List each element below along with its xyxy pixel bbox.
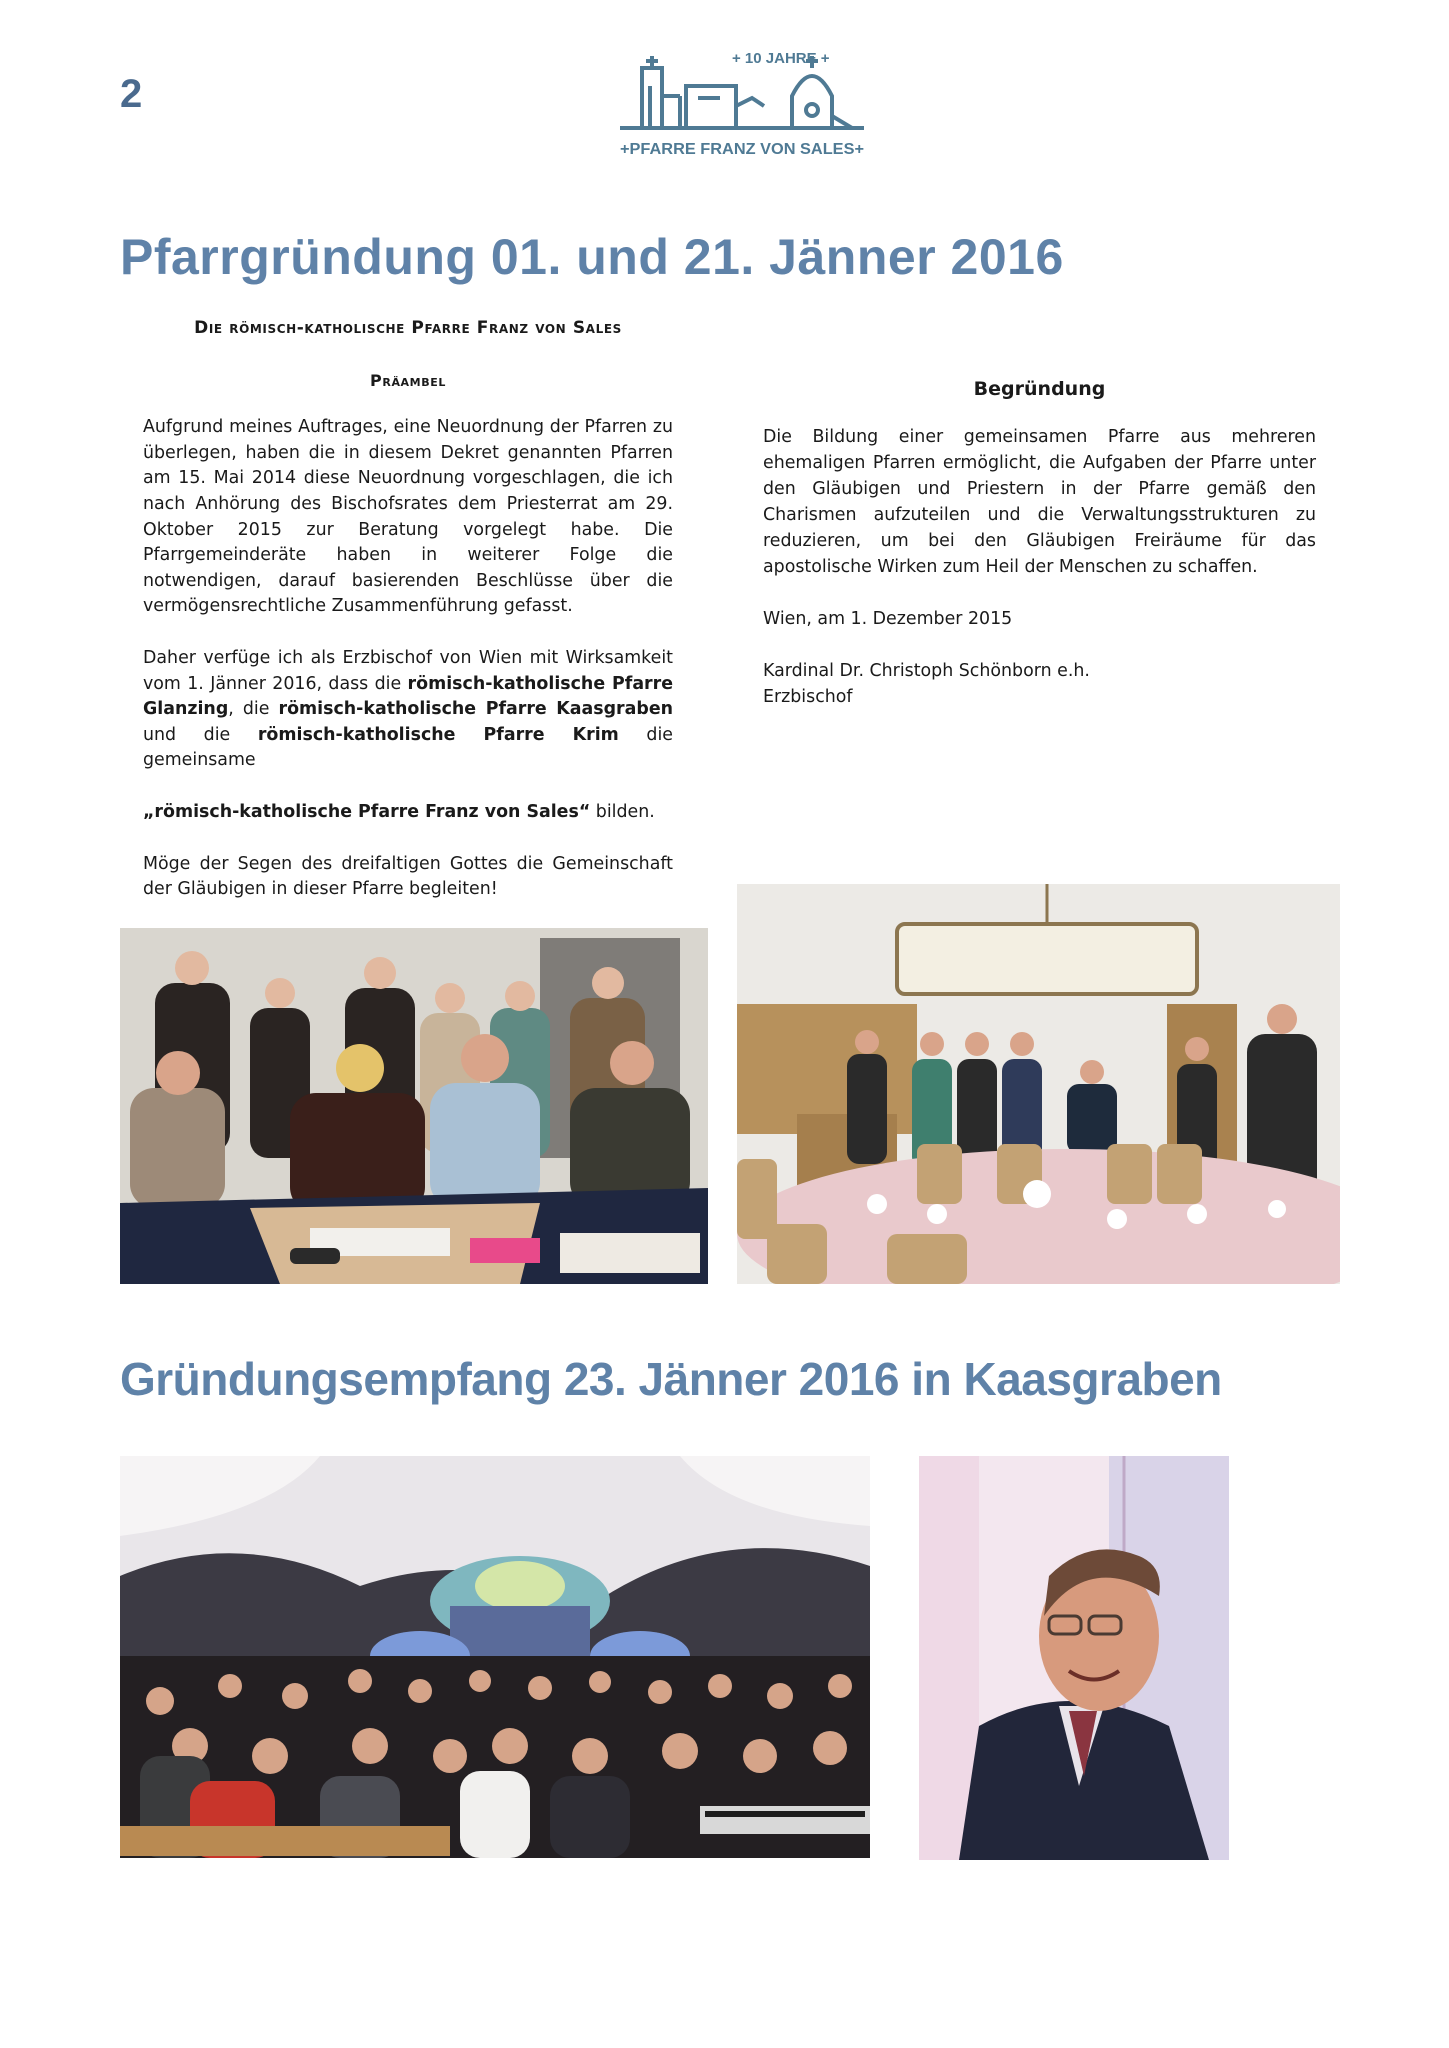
- reasoning-block: [763, 376, 1316, 710]
- reasoning-text: Die Bildung einer gemeinsamen Pfarre aus mehreren ehemaligen Pfarren ermöglicht, die Aufgaben der Pfarre unter den Gläubigen und Priestern in der Pfarre gemäß den Charismen aufzuteilen und die Verwaltungsstrukturen zu reduzieren, um bei den Gläubigen Freiräume für das apostolische Wirken zum Heil der Menschen zu schaffen.: [763, 427, 1316, 577]
- decree-title: Die römisch-katholische Pfarre Franz von Sales: [194, 318, 622, 338]
- decree-paragraph-2: Daher verfüge ich als Erzbischof von Wien mit Wirksamkeit vom 1. Jänner 2016, dass die römisch-katholische Pfarre Glanzing, die römisch-katholische Pfarre Kaasgraben und die römisch-katholische Pfarre Krim die gemeinsame: [143, 647, 674, 771]
- decree-paragraph-1: Aufgrund meines Auftrages, eine Neuordnung der Pfarren zu überlegen, haben die in diesem Dekret genannten Pfarren am 15. Mai 2014 diese Neuordnung vorgeschlagen, die ich nach Anhörung des Bischofsrates dem Priesterrat am 29. Oktober 2015 zur Beratung vorgelegt habe. Die Pfarrgemeinderäte haben in weiterer Folge die notwendigen, darauf basierenden Beschlüsse über die vermögensrechtliche Zusammenführung gefasst.: [143, 417, 673, 617]
- church-logo-icon: [612, 46, 872, 171]
- preamble-label: Präambel: [370, 370, 446, 390]
- svg-text:+ 10 JAHRE +: + 10 JAHRE +: [732, 50, 830, 67]
- parish-logo: [612, 46, 872, 171]
- place-date: Wien, am 1. Dezember 2015: [763, 609, 1013, 629]
- decree-paragraph-4: Möge der Segen des dreifaltigen Gottes die Gemeinschaft der Gläubigen in dieser Pfarre begleiten!: [143, 853, 673, 900]
- photo-signing: [120, 928, 708, 1284]
- photo-reception-room: [737, 884, 1340, 1284]
- svg-text:+PFARRE FRANZ VON SALES+: +PFARRE FRANZ VON SALES+: [620, 141, 864, 158]
- signatory: Kardinal Dr. Christoph Schönborn e.h.: [763, 661, 1090, 681]
- photo-portrait: [919, 1456, 1229, 1860]
- reasoning-title: Begründung: [973, 378, 1106, 400]
- signatory-role: Erzbischof: [763, 687, 853, 707]
- decree-paragraph-3: „römisch-katholische Pfarre Franz von Sales“ bilden.: [143, 801, 655, 822]
- section-heading-founding: Pfarrgründung 01. und 21. Jänner 2016: [120, 229, 1064, 285]
- section-heading-reception: Gründungsempfang 23. Jänner 2016 in Kaasgraben: [120, 1353, 1222, 1405]
- page-number: 2: [120, 72, 143, 116]
- decree-document: [143, 316, 673, 929]
- photo-reception-crowd: [120, 1456, 870, 1858]
